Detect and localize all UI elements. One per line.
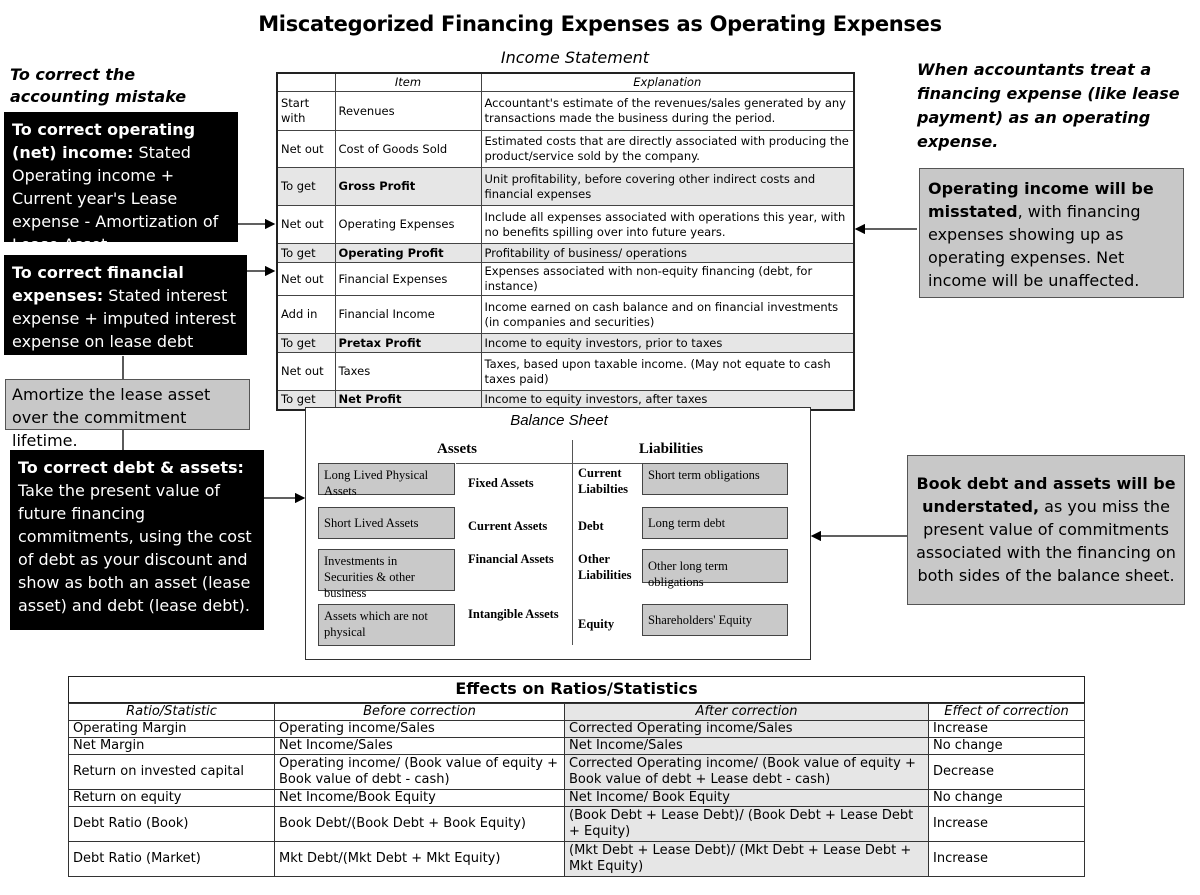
page-title: Miscategorized Financing Expenses as Operating Expenses [258,12,942,36]
effects-effect: Increase [929,807,1085,842]
liability-cell: Shareholders' Equity [642,604,788,636]
effects-effect: No change [929,790,1085,807]
table-row [69,721,1085,738]
balance-sheet [305,407,811,660]
effects-table [68,703,1085,877]
effects-before: Operating income/ (Book value of equity + Book value of debt - cash) [275,755,565,790]
row-explanation: Accountant's estimate of the revenues/sales generated by any transactions made the business during the period. [481,92,854,131]
correct-operating-income-text: Stated Operating income + Current year's Lease expense - Amortization of Lease Asset [12,143,219,254]
income-header-item: Item [335,73,481,92]
liability-label: Equity [578,617,615,631]
liability-label: Other Liabilities [578,552,632,582]
left-heading: To correct the accounting mistake [10,65,187,106]
effects-before: Operating income/Sales [275,721,565,738]
table-row [69,755,1085,790]
row-item: Cost of Goods Sold [335,131,481,168]
effects-header: Ratio/Statistic [69,704,275,721]
row-item: Operating Expenses [335,206,481,244]
correct-financial-expenses-text: Stated interest expense + imputed interest expense on lease debt [12,286,236,351]
liability-label: Current Liabilties [578,466,629,496]
income-header-explanation: Explanation [481,73,854,92]
row-action: To get [277,168,335,206]
liability-label: Debt [578,519,604,533]
table-row [277,353,854,391]
asset-label: Financial Assets [468,552,554,566]
liability-cell: Long term debt [642,507,788,539]
operating-misstated-text: , with financing expenses showing up as operating expenses. Net income will be unaffected. [928,202,1141,290]
asset-label: Fixed Assets [468,476,534,490]
correct-financial-expenses-bold: To correct financial expenses: [12,263,184,305]
effects-header: Before correction [275,704,565,721]
table-row [69,738,1085,755]
asset-label: Intangible Assets [468,607,559,621]
table-row [69,807,1085,842]
effects-ratio: Return on equity [69,790,275,807]
understated-text: as you miss the present value of commitments associated with the financing on both sides of the balance sheet. [916,497,1176,585]
row-explanation: Income to equity investors, prior to taxes [481,334,854,353]
effects-header: Effect of correction [929,704,1085,721]
row-action: Net out [277,353,335,391]
right-heading: When accountants treat a financing expense (like lease payment) as an operating expense. [917,60,1180,151]
correct-debt-assets-bold: To correct debt & assets: [18,458,244,477]
effects-ratio: Return on invested capital [69,755,275,790]
effects-before: Mkt Debt/(Mkt Debt + Mkt Equity) [275,842,565,877]
row-explanation: Unit profitability, before covering other indirect costs and financial expenses [481,168,854,206]
effects-after: (Book Debt + Lease Debt)/ (Book Debt + Lease Debt + Equity) [565,807,929,842]
asset-cell: Investments in Securities & other business [318,549,455,591]
row-action: To get [277,244,335,263]
effects-ratio: Debt Ratio (Book) [69,807,275,842]
row-item: Financial Income [335,296,481,334]
liability-cell: Short term obligations [642,463,788,495]
asset-cell: Long Lived Physical Assets [318,463,455,495]
row-explanation: Expenses associated with non-equity financing (debt, for instance) [481,263,854,296]
correct-debt-assets-text: Take the present value of future financing commitments, using the cost of debt as your discount and show as both an asset (lease asset) and debt (lease debt). [18,481,252,615]
row-item: Revenues [335,92,481,131]
amortize-lease-box: Amortize the lease asset over the commitment lifetime. [5,379,250,430]
understated-box [907,455,1185,605]
row-explanation: Estimated costs that are directly associated with producing the product/service sold by the company. [481,131,854,168]
row-action: To get [277,391,335,410]
correct-debt-assets-box [10,450,264,630]
effects-effect: No change [929,738,1085,755]
table-row [277,92,854,131]
row-item: Taxes [335,353,481,391]
row-item: Gross Profit [335,168,481,206]
effects-ratio: Operating Margin [69,721,275,738]
understated-bold: Book debt and assets will be understated, [916,474,1176,516]
table-row [69,790,1085,807]
income-header-action [277,73,335,92]
table-row [69,842,1085,877]
table-row [277,334,854,353]
table-row [277,131,854,168]
effects-before: Net Income/Sales [275,738,565,755]
effects-effect: Increase [929,721,1085,738]
effects-before: Book Debt/(Book Debt + Book Equity) [275,807,565,842]
table-row [277,263,854,296]
row-item: Operating Profit [335,244,481,263]
row-item: Pretax Profit [335,334,481,353]
effects-after: Net Income/ Book Equity [565,790,929,807]
effects-after: Net Income/Sales [565,738,929,755]
effects-effect: Decrease [929,755,1085,790]
table-row [277,244,854,263]
correct-financial-expenses-box [4,255,247,355]
balance-sheet-title: Balance Sheet [510,412,608,429]
liability-cell: Other long term obligations [642,549,788,583]
effects-header: After correction [565,704,929,721]
balance-divider [572,440,573,645]
income-statement-table [276,72,855,411]
table-row [277,296,854,334]
effects-after: Corrected Operating income/Sales [565,721,929,738]
correct-operating-income-bold: To correct operating (net) income: [12,120,196,162]
table-row [277,168,854,206]
asset-cell: Assets which are not physical [318,604,455,646]
income-statement-caption: Income Statement [500,48,650,67]
asset-label: Current Assets [468,519,548,533]
row-action: Net out [277,206,335,244]
liabilities-header: Liabilities [638,441,704,457]
row-explanation: Include all expenses associated with operations this year, with no benefits spilling over into future years. [481,206,854,244]
row-item: Net Profit [335,391,481,410]
assets-header: Assets [437,441,477,457]
row-explanation: Taxes, based upon taxable income. (May not equate to cash taxes paid) [481,353,854,391]
effects-after: (Mkt Debt + Lease Debt)/ (Mkt Debt + Lease Debt + Mkt Equity) [565,842,929,877]
operating-misstated-bold: Operating income will be misstated [928,179,1154,221]
row-action: Net out [277,263,335,296]
effects-after: Corrected Operating income/ (Book value of equity + Book value of debt + Lease debt - cash) [565,755,929,790]
effects-title: Effects on Ratios/Statistics [68,676,1085,703]
table-row [277,206,854,244]
correct-operating-income-box [4,112,238,254]
row-explanation: Income to equity investors, after taxes [481,391,854,410]
operating-misstated-box [919,168,1184,298]
row-action: Start with [277,92,335,131]
row-item: Financial Expenses [335,263,481,296]
row-action: Add in [277,296,335,334]
asset-cell: Short Lived Assets [318,507,455,539]
row-action: Net out [277,131,335,168]
row-explanation: Income earned on cash balance and on financial investments (in companies and securities) [481,296,854,334]
row-action: To get [277,334,335,353]
effects-effect: Increase [929,842,1085,877]
effects-ratio: Debt Ratio (Market) [69,842,275,877]
effects-before: Net Income/Book Equity [275,790,565,807]
row-explanation: Profitability of business/ operations [481,244,854,263]
effects-ratio: Net Margin [69,738,275,755]
